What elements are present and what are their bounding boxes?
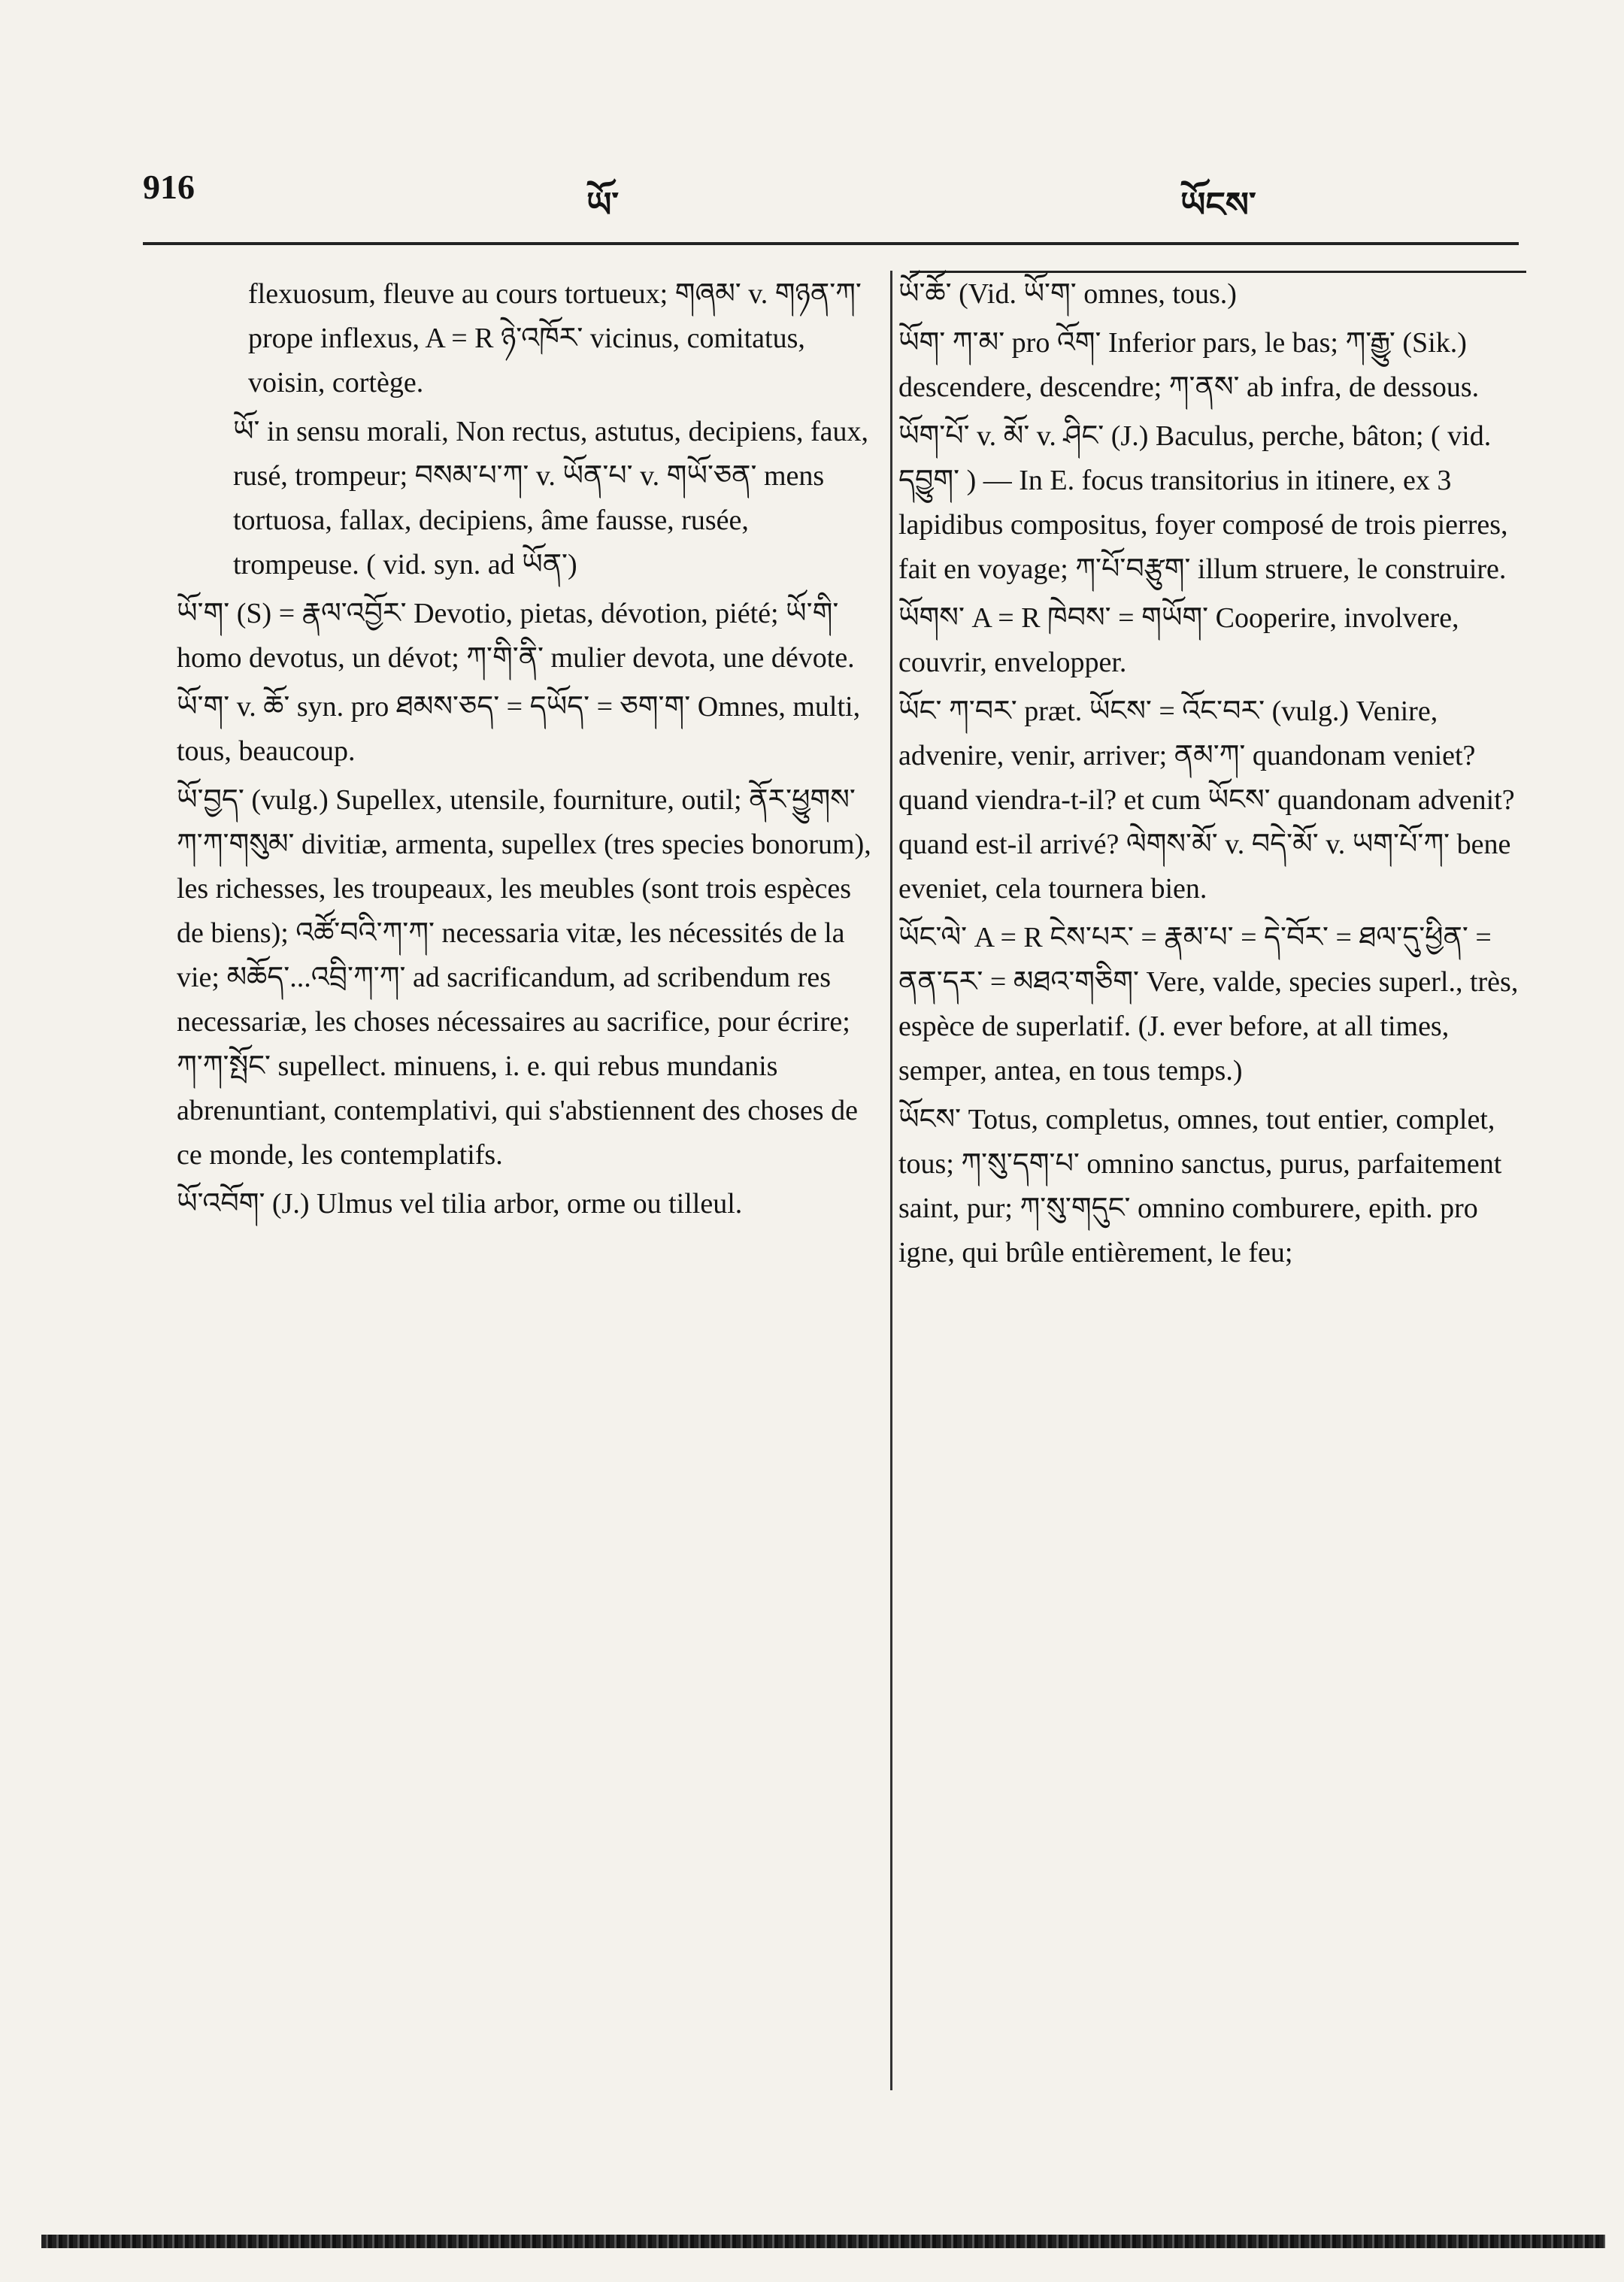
entry-subentry: ཡོ་ in sensu morali, Non rectus, astutus, decipiens, faux, rusé, trompeur; བསམ་པ་ཀ་ v. ཡོན་པ་ v. གཡོ་ཅན་ mens tortuosa, fallax, decipiens, âme fausse, rusée, trompeuse. ( vid. syn. ad ཡོན་)	[233, 416, 868, 580]
entry-ulmus: ཡོ་འབོག་ (J.) Ulmus vel tilia arbor, orme ou tilleul.	[177, 1188, 743, 1220]
column-divider	[890, 271, 892, 2090]
bottom-scan-edge	[41, 2235, 1605, 2248]
entry-yogs: ཡོགས་ A = R ཁེབས་ = གཡོག་ Cooperire, involvere, couvrir, envelopper.	[898, 602, 1459, 678]
left-column	[177, 272, 872, 1231]
entry-yogpo: ཡོག་པོ་ v. མོ་ v. ཤིང་ (J.) Baculus, perche, bâton; ( vid. དབྱུག་ ) — In E. focus transitorius in itinere, ex 3 lapidibus compositus, foyer composé de trois pierres, fait en voyage; ཀ་པོ་བརྩུག་ illum struere, le construire.	[898, 420, 1508, 585]
entry-yoco: ཡོ་ཆོ་ (Vid. ཡོ་ག་ omnes, tous.)	[898, 278, 1237, 310]
entry-yoga-omnes: ཡོ་ག་ v. ཆོ་ syn. pro ཐམས་ཅད་ = དཡོད་ = ཅག་ག་ Omnes, multi, tous, beaucoup.	[177, 691, 861, 767]
entry-yog: ཡོག་ ཀ་མ་ pro འོག་ Inferior pars, le bas; ཀ་རྒྱུ་ (Sik.) descendere, descendre; ཀ་ནས་ ab infra, de dessous.	[898, 327, 1480, 403]
entry-yoga: ཡོ་ག་ (S) = རྣལ་འབྱོར་ Devotio, pietas, dévotion, piété; ཡོ་གི་ homo devotus, un dévot; ཀ་གི་ནི་ mulier devota, une dévote.	[177, 598, 855, 674]
header-right-word: ཡོངས་	[1180, 184, 1256, 225]
entry-yong: ཡོང་ ཀ་བར་ præt. ཡོངས་ = འོང་བར་ (vulg.) Venire, advenire, venir, arriver; ནམ་ཀ་ quandonam veniet? quand viendra-t-il? et cum ཡོངས་ quandonam advenit? quand est-il arrivé? ལེགས་མོ་ v. བདེ་མོ་ v. ཡག་པོ་ཀ་ bene eveniet, cela tournera bien.	[898, 696, 1515, 905]
page-number: 916	[143, 168, 195, 206]
header-center-word: ཡོ་	[586, 184, 620, 225]
right-column	[898, 272, 1530, 1280]
entry-continuation: flexuosum, fleuve au cours tortueux; གཞམ་ v. གཉན་ཀ་ prope inflexus, A = R ཉེ་འཁོར་ vicinus, comitatus, voisin, cortège.	[248, 278, 862, 399]
entry-yongs: ཡོངས་ Totus, completus, omnes, tout entier, complet, tous; ཀ་སུ་དག་པ་ omnino sanctus, purus, parfaitement saint, pur; ཀ་སུ་གདུང་ omnino comburere, epith. pro igne, qui brûle entièrement, le feu;	[898, 1104, 1502, 1268]
entry-yochad: ཡོ་བྱད་ (vulg.) Supellex, utensile, fourniture, outil; ནོར་ཕྱུགས་ཀ་ཀ་གསུམ་ divitiæ, armenta, supellex (tres species bonorum), les richesses, les troupeaux, les meubles (sont trois espèces de biens); འཚོ་བའི་ཀ་ཀ་ necessaria vitæ, les nécessités de la vie; མཆོད་...འབྲི་ཀ་ཀ་ ad sacrificandum, ad scribendum res necessariæ, les choses nécessaires au sacrifice, pour écrire; ཀ་ཀ་སྤོང་ supellect. minuens, i. e. qui rebus mundanis abrenuntiant, contemplativi, qui s'abstiennent des choses de ce monde, les contemplatifs.	[177, 784, 871, 1171]
entry-yongle: ཡོང་ལེ་ A = R ངེས་པར་ = རྣམ་པ་ = དེ་བོར་ = ཐལ་དུ་ཕྱིན་ = ནན་དར་ = མཐའ་གཅིག་ Vere, valde, species superl., très, espèce de superlatif. (J. ever before, at all times, semper, antea, en tous temps.)	[898, 922, 1519, 1086]
header-rule	[143, 242, 1519, 245]
